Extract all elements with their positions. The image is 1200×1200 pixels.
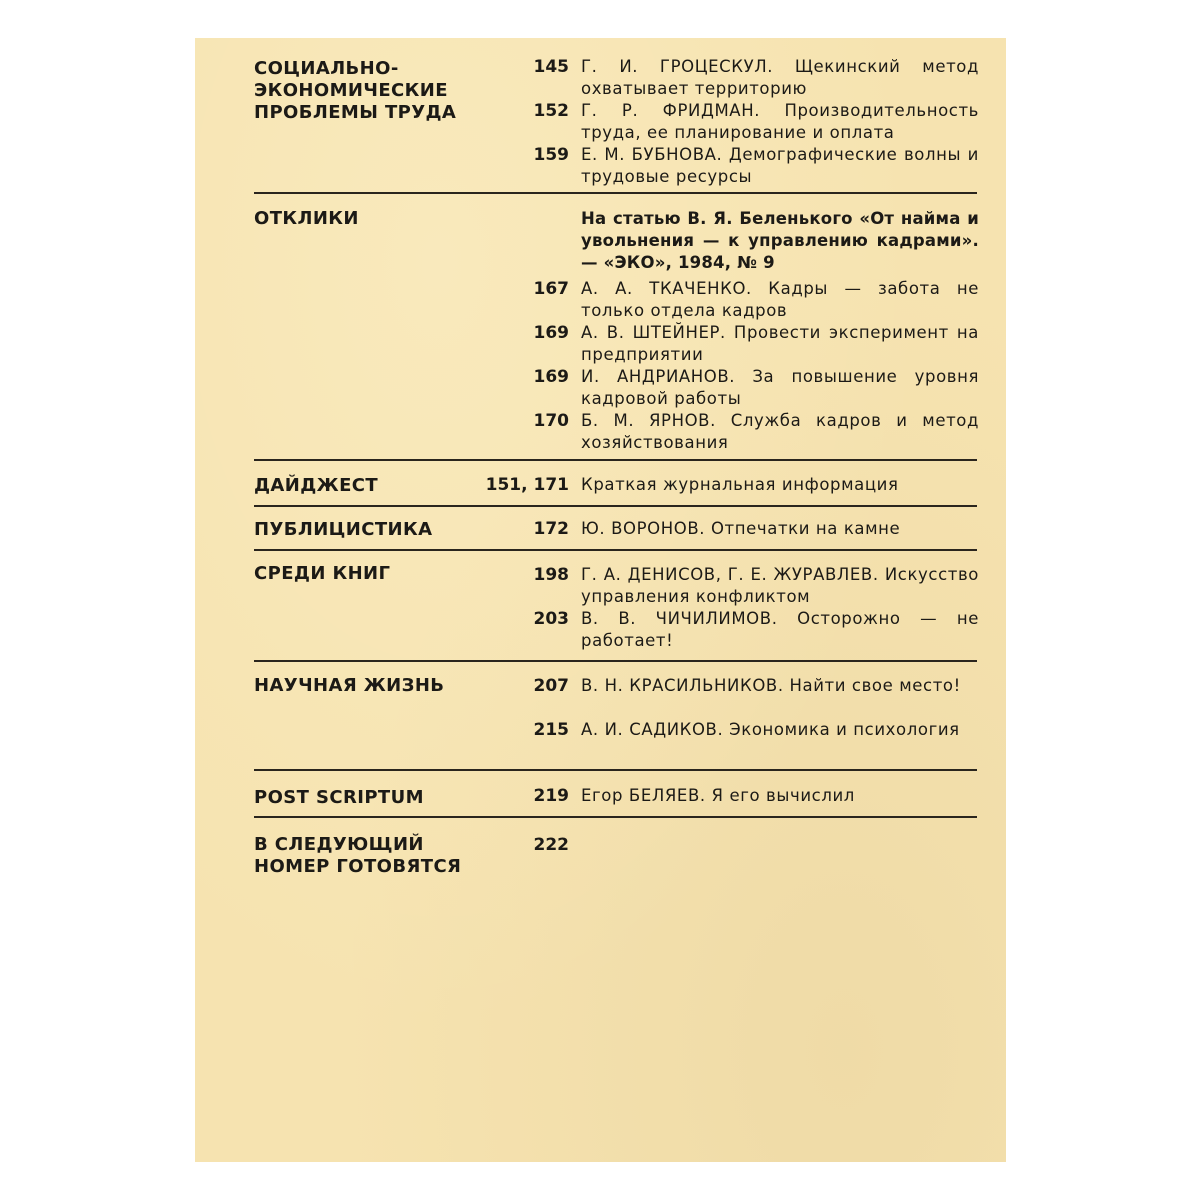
section-title: СРЕДИ КНИГ: [254, 563, 391, 584]
page-number: 145: [533, 57, 569, 77]
entry-text: В. Н. КРАСИЛЬНИКОВ. Найти свое место!: [581, 676, 961, 695]
page-number: 219: [533, 786, 569, 806]
section-title: НАУЧНАЯ ЖИЗНЬ: [254, 675, 445, 696]
section-title: ДАЙДЖЕСТ: [254, 475, 379, 496]
page-number: 215: [533, 720, 569, 740]
entry-text: Ю. ВОРОНОВ. Отпечатки на камне: [581, 519, 901, 538]
page-number: 198: [533, 565, 569, 585]
page-number: 159: [533, 145, 569, 165]
section-title: POST SCRIPTUM: [254, 787, 424, 808]
page-number: 169: [533, 323, 569, 343]
page-number: 172: [533, 519, 569, 539]
entry-text: Краткая журнальная информация: [581, 475, 899, 494]
divider: [254, 459, 977, 461]
entry-text: Г. И. ГРОЦЕСКУЛ. Щекинский метод охватывает территорию: [581, 57, 979, 98]
entry-text: А. В. ШТЕЙНЕР. Провести эксперимент на предприятии: [581, 323, 979, 364]
entry-text: Г. Р. ФРИДМАН. Производительность труда, ее планирование и оплата: [581, 101, 979, 142]
divider: [254, 549, 977, 551]
entry-text: А. И. САДИКОВ. Экономика и психология: [581, 720, 960, 739]
section-title: В СЛЕДУЮЩИЙ НОМЕР ГОТОВЯТСЯ: [254, 834, 462, 877]
divider: [254, 660, 977, 662]
section-title: СОЦИАЛЬНО- ЭКОНОМИЧЕСКИЕ ПРОБЛЕМЫ ТРУДА: [254, 58, 457, 123]
page-number: 151, 171: [485, 475, 569, 495]
page-number: 222: [533, 835, 569, 855]
page-number: 167: [533, 279, 569, 299]
divider: [254, 816, 977, 818]
section-title: ОТКЛИКИ: [254, 208, 359, 229]
entry-text: Б. М. ЯРНОВ. Служба кадров и метод хозяйствования: [581, 411, 979, 452]
entry-text: Е. М. БУБНОВА. Демографические волны и трудовые ресурсы: [581, 145, 979, 186]
page-number: 203: [533, 609, 569, 629]
page-number: 170: [533, 411, 569, 431]
entry-text: В. В. ЧИЧИЛИМОВ. Осторожно — не работает!: [581, 609, 979, 650]
entry-text: Егор БЕЛЯЕВ. Я его вычислил: [581, 786, 855, 805]
divider: [254, 505, 977, 507]
entry-text: Г. А. ДЕНИСОВ, Г. Е. ЖУРАВЛЕВ. Искусство управления конфликтом: [581, 565, 979, 606]
page-number: 207: [533, 676, 569, 696]
entry-text: А. А. ТКАЧЕНКО. Кадры — забота не только отдела кадров: [581, 279, 979, 320]
entry-text: И. АНДРИАНОВ. За повышение уровня кадровой работы: [581, 367, 979, 408]
divider: [254, 192, 977, 194]
page-number: 169: [533, 367, 569, 387]
section-title: ПУБЛИЦИСТИКА: [254, 519, 433, 540]
divider: [254, 769, 977, 771]
response-intro: На статью В. Я. Беленького «От найма и увольнения — к управлению кадрами».— «ЭКО», 1984, № 9: [581, 209, 979, 272]
contents-page: [195, 38, 1006, 1162]
page-number: 152: [533, 101, 569, 121]
